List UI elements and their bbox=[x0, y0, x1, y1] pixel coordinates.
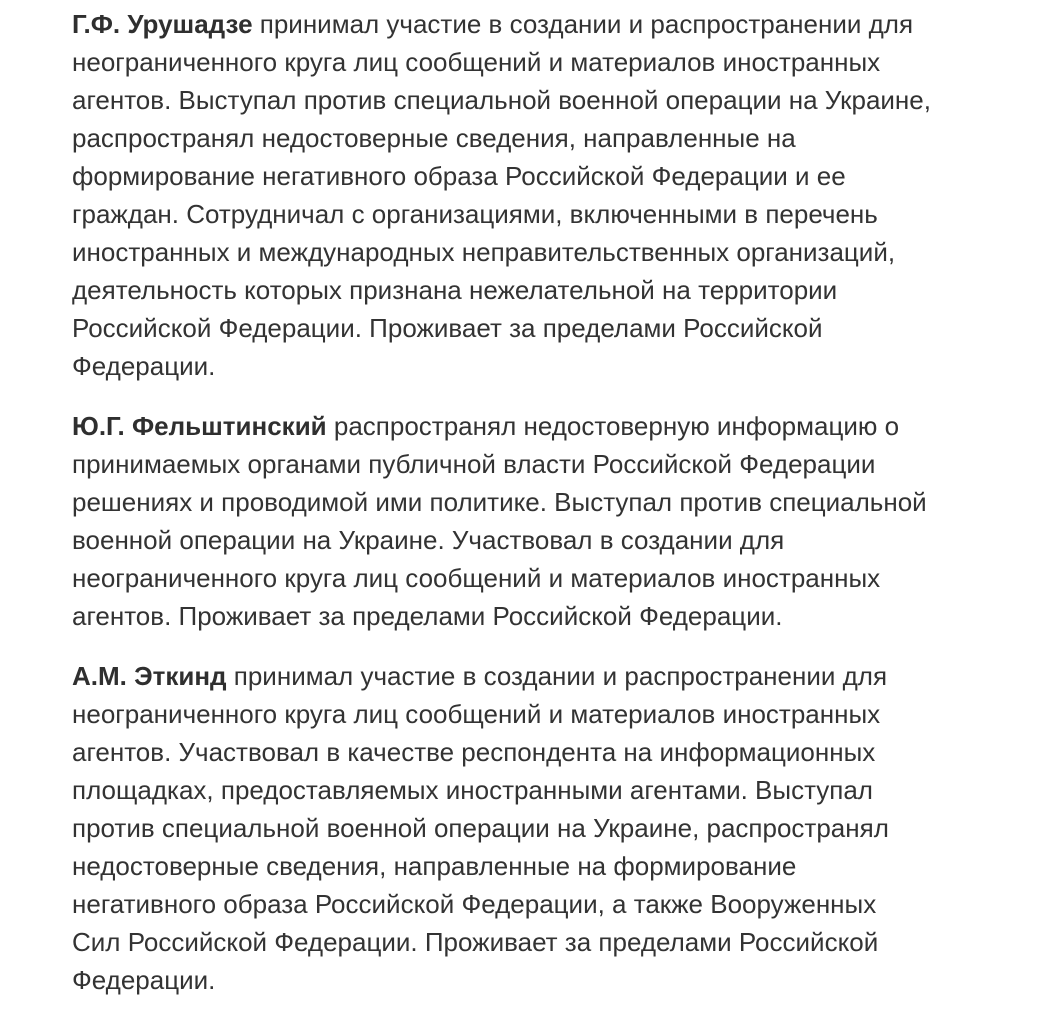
entry-line: недостоверные сведения, направленные на формирование bbox=[72, 851, 797, 881]
entry-line: граждан. Сотрудничал с организациями, включенными в перечень bbox=[72, 199, 878, 229]
entry-line: неограниченного круга лиц сообщений и материалов иностранных bbox=[72, 47, 881, 77]
person-name: Ю.Г. Фельштинский bbox=[72, 411, 327, 441]
entry-line: решениях и проводимой ими политике. Выступал против специальной bbox=[72, 487, 927, 517]
entry-text: распространял недостоверную информацию о bbox=[326, 411, 900, 441]
entry-line: Сил Российской Федерации. Проживает за пределами Российской bbox=[72, 927, 879, 957]
entry-line: неограниченного круга лиц сообщений и материалов иностранных bbox=[72, 699, 881, 729]
entry-line: площадках, предоставляемых иностранными агентами. Выступал bbox=[72, 775, 873, 805]
person-entry-urushadze bbox=[72, 5, 1022, 385]
person-entry-etkind bbox=[72, 657, 1022, 999]
entry-line: деятельность которых признана нежелательной на территории bbox=[72, 275, 838, 305]
person-name: А.М. Эткинд bbox=[72, 661, 227, 691]
entry-text: принимал участие в создании и распространении для bbox=[226, 661, 888, 691]
entry-line: формирование негативного образа Российской Федерации и ее bbox=[72, 161, 846, 191]
entry-line bbox=[72, 657, 1022, 695]
entry-line bbox=[72, 5, 1022, 43]
entry-line: агентов. Участвовал в качестве респондента на информационных bbox=[72, 737, 876, 767]
entry-line: агентов. Проживает за пределами Российской Федерации. bbox=[72, 601, 783, 631]
entry-line: Федерации. bbox=[72, 351, 216, 381]
entry-line: неограниченного круга лиц сообщений и материалов иностранных bbox=[72, 563, 881, 593]
entry-line: Российской Федерации. Проживает за пределами Российской bbox=[72, 313, 823, 343]
entry-line bbox=[72, 407, 1022, 445]
entry-line: иностранных и международных неправительственных организаций, bbox=[72, 237, 896, 267]
person-entry-felshtinsky bbox=[72, 407, 1022, 635]
entry-line: военной операции на Украине. Участвовал в создании для bbox=[72, 525, 785, 555]
entry-line: агентов. Выступал против специальной военной операции на Украине, bbox=[72, 85, 931, 115]
entry-line: принимаемых органами публичной власти Российской Федерации bbox=[72, 449, 876, 479]
entry-line: Федерации. bbox=[72, 965, 216, 995]
entry-line: распространял недостоверные сведения, направленные на bbox=[72, 123, 796, 153]
person-name: Г.Ф. Урушадзе bbox=[72, 9, 253, 39]
entry-line: против специальной военной операции на Украине, распространял bbox=[72, 813, 889, 843]
entry-line: негативного образа Российской Федерации, а также Вооруженных bbox=[72, 889, 877, 919]
entry-text: принимал участие в создании и распространении для bbox=[252, 9, 914, 39]
